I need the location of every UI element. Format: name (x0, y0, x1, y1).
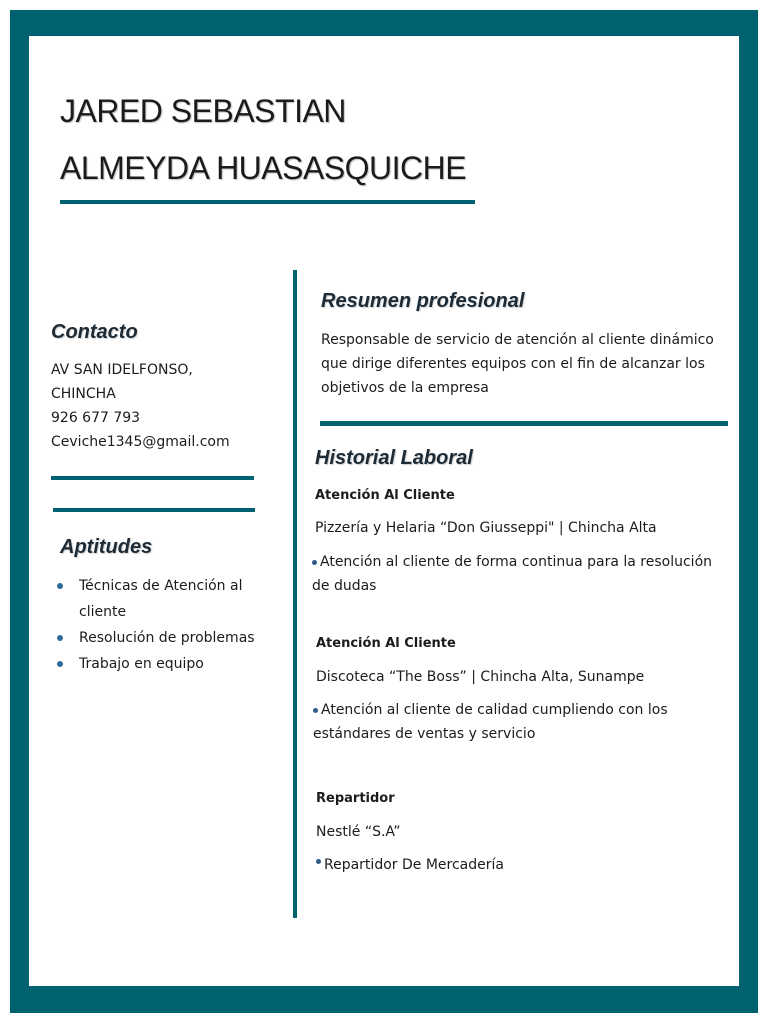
skills-heading: Aptitudes (60, 536, 153, 558)
job-company-3: Nestlé “S.A” (316, 824, 401, 840)
email-address: Ceviche1345@gmail.com (51, 434, 230, 450)
job-bullet-3: Repartidor De Mercadería (316, 853, 716, 877)
address-line-2: CHINCHA (51, 386, 116, 402)
name-second-line: ALMEYDA HUASASQUICHE (60, 150, 467, 186)
summary-text: Responsable de servicio de atención al cliente dinámico que dirige diferentes equipos con el fin de alcanzar los objetivos de la empresa (321, 332, 714, 396)
name-underline (60, 200, 475, 204)
experience-heading: Historial Laboral (315, 447, 473, 469)
summary-rule (320, 421, 728, 426)
address-line-1: AV SAN IDELFONSO, (51, 362, 193, 378)
bullet-icon (316, 859, 321, 864)
skills-list (51, 573, 271, 677)
job-title-2: Atención Al Cliente (316, 636, 456, 651)
phone-number: 926 677 793 (51, 410, 141, 426)
bullet-icon (57, 635, 63, 641)
skill-item: Resolución de problemas (51, 625, 271, 651)
bullet-icon (57, 661, 63, 667)
contact-block (51, 358, 281, 454)
bullet-icon (312, 560, 317, 565)
contact-rule-1 (51, 476, 254, 480)
job-bullet-2: Atención al cliente de calidad cumpliendo con los estándares de ventas y servicio (313, 702, 668, 742)
bullet-icon (313, 708, 318, 713)
contact-heading: Contacto (51, 321, 138, 343)
column-divider (293, 270, 297, 918)
job-title-3: Repartidor (316, 791, 395, 806)
name-first-line: JARED SEBASTIAN (60, 93, 346, 129)
job-title-1: Atención Al Cliente (315, 488, 455, 503)
skill-item: Técnicas de Atención al cliente (51, 573, 271, 625)
contact-rule-2 (53, 508, 255, 512)
job-bullet-1: Atención al cliente de forma continua para la resolución de dudas (312, 554, 713, 594)
job-company-1: Pizzería y Helaria “Don Giusseppi" | Chincha Alta (315, 520, 657, 536)
summary-heading: Resumen profesional (321, 290, 525, 312)
skill-item: Trabajo en equipo (51, 651, 271, 677)
bullet-icon (57, 583, 63, 589)
job-company-2: Discoteca “The Boss” | Chincha Alta, Sunampe (316, 669, 645, 685)
